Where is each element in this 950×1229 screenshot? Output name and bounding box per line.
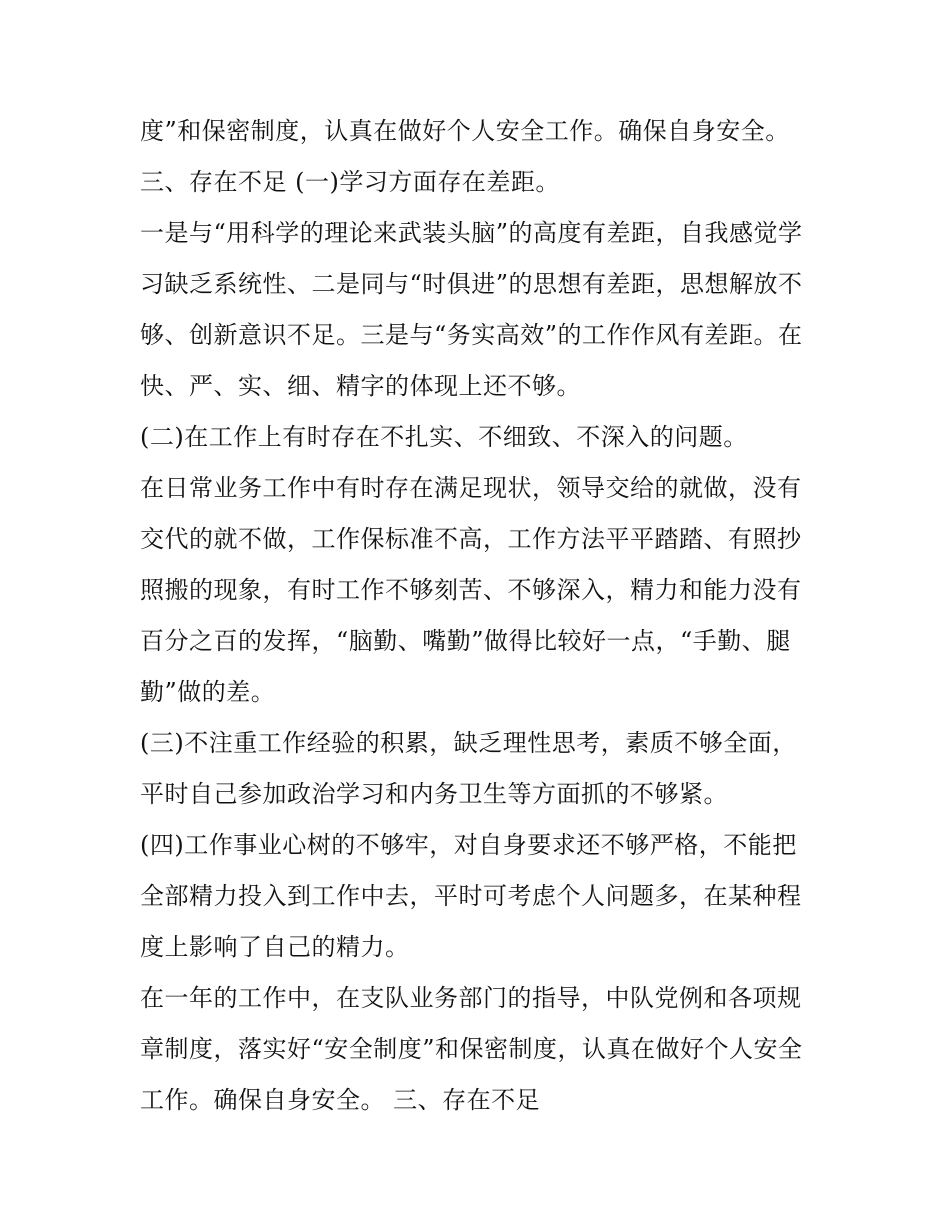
text-line: 度上影响了自己的精力。 [140,933,410,961]
text-line: 全部精力投入到工作中去，平时可考虑个人问题多，在某种程 [140,882,802,910]
text-line: 快、严、实、细、精字的体现上还不够。 [140,372,581,400]
text-line: 章制度，落实好“安全制度”和保密制度，认真在做好个人安全 [140,1035,803,1063]
text-line: 百分之百的发挥，“脑勤、嘴勤”做得比较好一点，“手勤、腿 [140,627,791,655]
text-line: 一是与“用科学的理论来武装头脑”的高度有差距，自我感觉学 [140,219,803,247]
text-line: 在日常业务工作中有时存在满足现状，领导交给的就做，没有 [140,474,802,502]
text-line: 平时自己参加政治学习和内务卫生等方面抓的不够紧。 [140,780,728,808]
text-line: 够、创新意识不足。三是与“务实高效”的工作作风有差距。在 [140,321,803,349]
body-text [140,106,820,1126]
text-line: 三、存在不足 (一)学习方面存在差距。 [140,168,560,196]
text-line: 照搬的现象，有时工作不够刻苦、不够深入，精力和能力没有 [140,576,802,604]
text-line: 工作。确保自身安全。 三、存在不足 [140,1086,541,1114]
text-line: (四)工作事业心树的不够牢，对自身要求还不够严格，不能把 [140,831,797,859]
text-line: 勤”做的差。 [140,678,276,706]
text-line: 习缺乏系统性、二是同与“时俱进”的思想有差距，思想解放不 [140,270,803,298]
text-line: (二)在工作上有时存在不扎实、不细致、不深入的问题。 [140,423,748,451]
text-line: 度”和保密制度，认真在做好个人安全工作。确保自身安全。 [140,117,790,145]
text-line: 交代的就不做，工作保标准不高，工作方法平平踏踏、有照抄 [140,525,802,553]
text-line: 在一年的工作中，在支队业务部门的指导，中队党例和各项规 [140,984,802,1012]
text-line: (三)不注重工作经验的积累，缺乏理性思考，素质不够全面， [140,729,797,757]
